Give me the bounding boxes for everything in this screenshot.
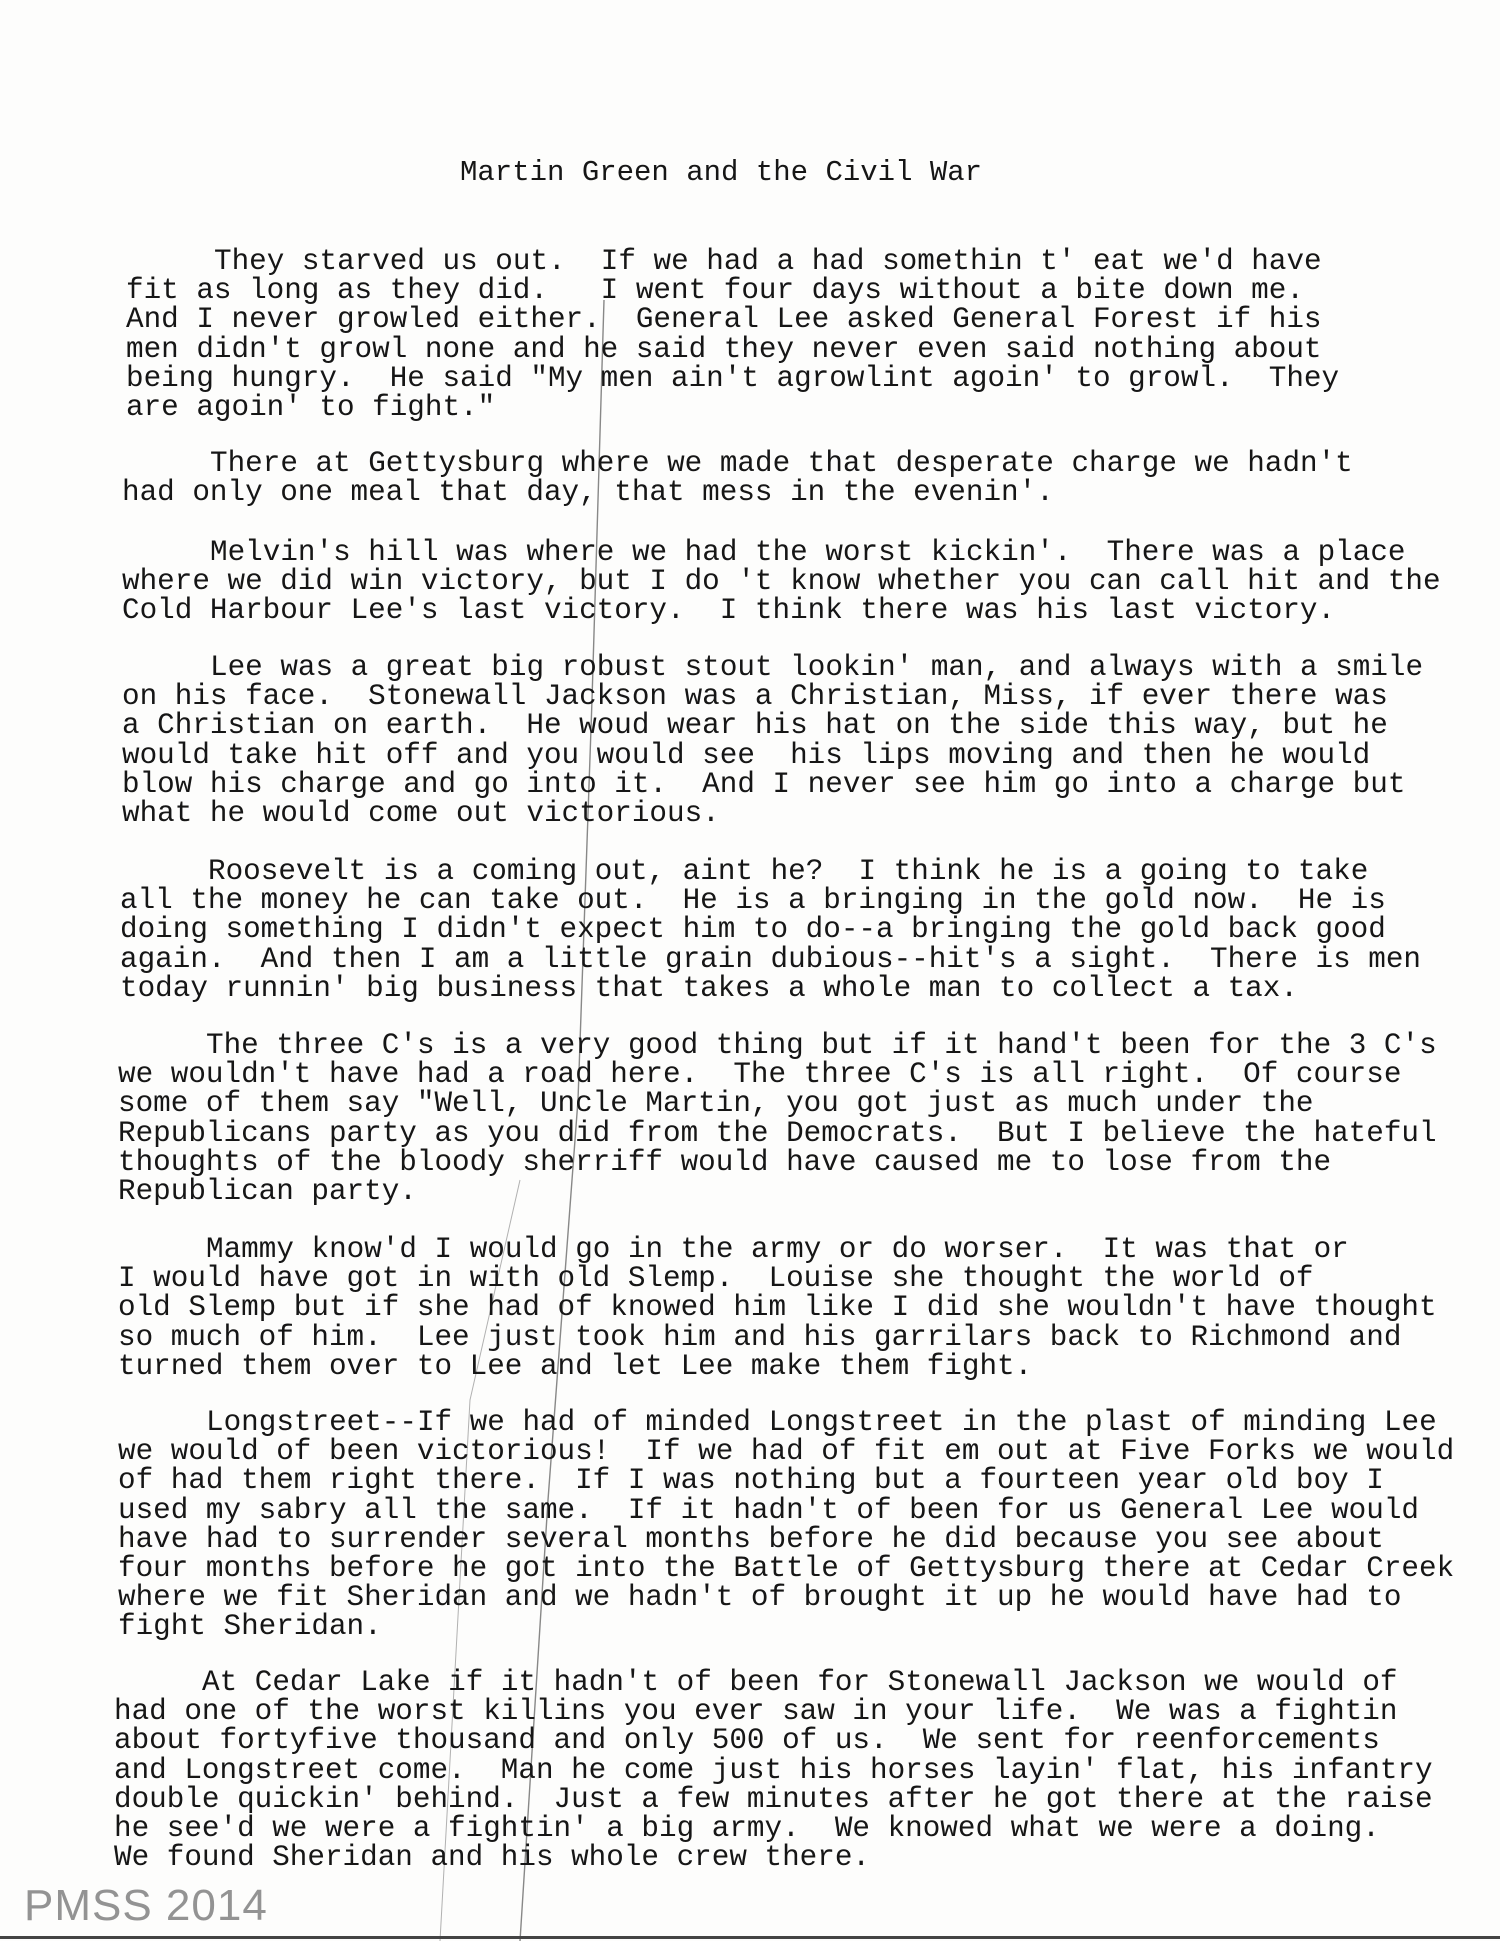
paragraph (118, 1029, 1437, 1209)
text-line: Roosevelt is a coming out, aint he? I think he is a going to take (208, 855, 1369, 888)
text-line: And I never growled either. General Lee asked General Forest if his (126, 303, 1322, 337)
text-line: what he would come out victorious. (122, 797, 720, 831)
text-line: a Christian on earth. He woud wear his hat on the side this way, but he (122, 709, 1388, 743)
text-line: we wouldn't have had a road here. The three C's is all right. Of course (118, 1058, 1402, 1092)
text-line: again. And then I am a little grain dubious--hit's a sight. There is men (120, 942, 1421, 976)
text-line: Cold Harbour Lee's last victory. I think there was his last victory. (122, 594, 1336, 628)
text-line: had only one meal that day, that mess in the evenin'. (122, 476, 1054, 510)
text-line: had one of the worst killins you ever saw in your life. We was a fightin (114, 1695, 1398, 1729)
paragraph (126, 245, 1340, 425)
watermark: PMSS 2014 (24, 1881, 268, 1930)
text-line: so much of him. Lee just took him and his garrilars back to Richmond and (118, 1320, 1402, 1354)
paragraph (122, 651, 1424, 831)
text-line: double quickin' behind. Just a few minutes after he got there at the raise (114, 1782, 1433, 1816)
text-line: I would have got in with old Slemp. Louise she thought the world of (118, 1262, 1314, 1296)
text-line: about fortyfive thousand and only 500 of us. We sent for reenforcements (114, 1724, 1380, 1758)
text-line: blow his charge and go into it. And I never see him go into a charge but (122, 767, 1406, 801)
text-line: fit as long as they did. I went four days without a bite down me. (126, 274, 1304, 308)
paragraph (118, 1235, 1437, 1381)
text-line: used my sabry all the same. If it hadn't of been for us General Lee would (118, 1493, 1419, 1527)
text-line: all the money he can take out. He is a bringing in the gold now. He is (120, 884, 1386, 918)
text-line: we would of been victorious! If we had of fit em out at Five Forks we would (118, 1435, 1455, 1469)
text-line: Republican party. (118, 1175, 417, 1209)
text-line: where we fit Sheridan and we hadn't of brought it up he would have had to (118, 1581, 1402, 1615)
text-line: men didn't growl none and he said they never even said nothing about (126, 332, 1322, 366)
text-line: where we did win victory, but I do 't know whether you can call hit and the (122, 565, 1441, 599)
page-bottom-edge (0, 1936, 1500, 1939)
text-line: have had to surrender several months before he did because you see about (118, 1522, 1384, 1556)
text-line: thoughts of the bloody sherriff would have caused me to lose from the (118, 1145, 1332, 1179)
text-line: The three C's is a very good thing but if it hand't been for the 3 C's (206, 1029, 1437, 1062)
text-line: some of them say "Well, Uncle Martin, you got just as much under the (118, 1087, 1314, 1121)
text-line: of had them right there. If I was nothing but a fourteen year old boy I (118, 1464, 1384, 1498)
paragraph (118, 1408, 1454, 1642)
text-line: At Cedar Lake if it hadn't of been for Stonewall Jackson we would of (202, 1666, 1398, 1699)
text-line: being hungry. He said "My men ain't agrowlint agoin' to growl. They (126, 361, 1340, 395)
text-line: Lee was a great big robust stout lookin' man, and always with a smile (210, 651, 1424, 684)
paragraph (114, 1666, 1433, 1875)
text-line: There at Gettysburg where we made that desperate charge we hadn't (210, 447, 1353, 480)
text-line: We found Sheridan and his whole crew there. (114, 1841, 870, 1875)
text-line: turned them over to Lee and let Lee make them fight. (118, 1349, 1033, 1383)
text-line: doing something I didn't expect him to do--a bringing the gold back good (120, 913, 1386, 947)
paragraph (122, 447, 1353, 510)
paragraph (122, 538, 1441, 626)
text-line: Mammy know'd I would go in the army or do worser. It was that or (206, 1233, 1349, 1266)
text-line: Longstreet--If we had of minded Longstreet in the plast of minding Lee (206, 1406, 1437, 1439)
text-line: They starved us out. If we had a had somethin t' eat we'd have (214, 245, 1322, 278)
text-line: Melvin's hill was where we had the worst kickin'. There was a place (210, 536, 1406, 569)
paragraph (120, 857, 1421, 1003)
text-line: old Slemp but if she had of knowed him like I did she wouldn't have thought (118, 1291, 1437, 1325)
text-line: four months before he got into the Battle of Gettysburg there at Cedar Creek (118, 1552, 1455, 1586)
text-line: he see'd we were a fightin' a big army. We knowed what we were a doing. (114, 1812, 1380, 1846)
text-line: today runnin' big business that takes a whole man to collect a tax. (120, 971, 1298, 1005)
text-line: and Longstreet come. Man he come just his horses layin' flat, his infantry (114, 1753, 1433, 1787)
text-line: on his face. Stonewall Jackson was a Christian, Miss, if ever there was (122, 680, 1388, 714)
text-line: would take hit off and you would see his lips moving and then he would (122, 738, 1371, 772)
text-line: Republicans party as you did from the Democrats. But I believe the hateful (118, 1116, 1437, 1150)
page-title: Martin Green and the Civil War (460, 156, 983, 189)
text-line: fight Sheridan. (118, 1610, 382, 1644)
text-line: are agoin' to fight." (126, 391, 496, 425)
